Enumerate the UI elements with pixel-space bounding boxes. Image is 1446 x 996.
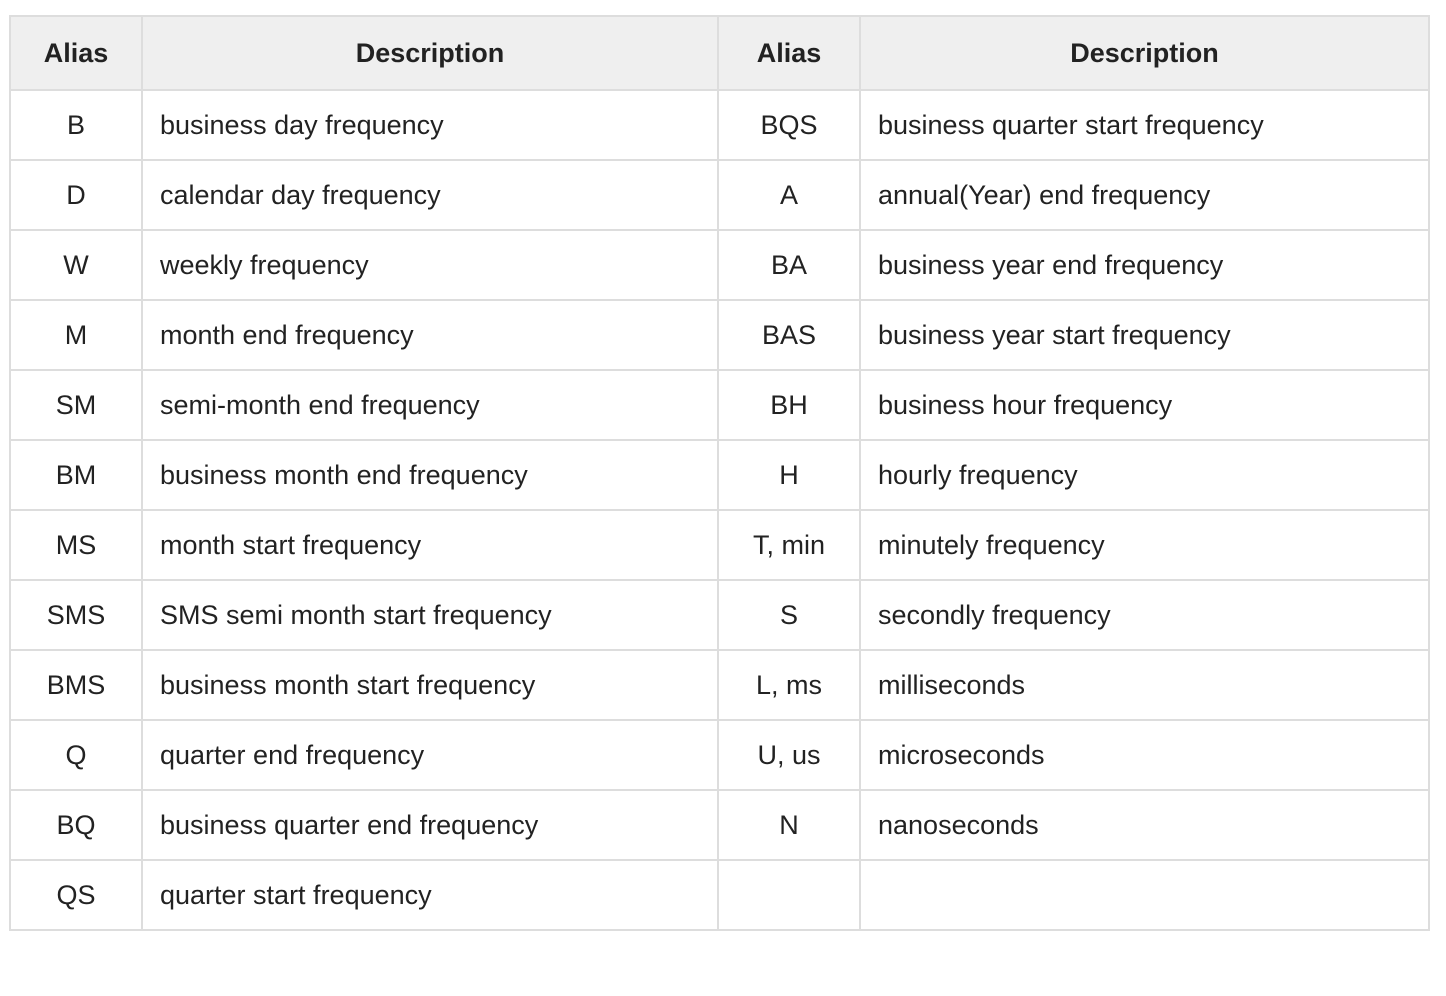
table-row (10, 580, 1429, 650)
table-row (10, 790, 1429, 860)
description-cell-right: minutely frequency (860, 510, 1429, 580)
description-cell-left: SMS semi month start frequency (142, 580, 718, 650)
alias-cell-right: L, ms (718, 650, 860, 720)
frequency-alias-table (9, 15, 1430, 931)
description-cell-left: month end frequency (142, 300, 718, 370)
description-cell-right: nanoseconds (860, 790, 1429, 860)
description-cell-right (860, 860, 1429, 930)
description-cell-left: month start frequency (142, 510, 718, 580)
alias-cell-right: BAS (718, 300, 860, 370)
description-cell-right: business year end frequency (860, 230, 1429, 300)
description-cell-left: semi-month end frequency (142, 370, 718, 440)
description-cell-left: calendar day frequency (142, 160, 718, 230)
description-cell-right: business year start frequency (860, 300, 1429, 370)
alias-cell-left: BQ (10, 790, 142, 860)
header-alias-left: Alias (10, 16, 142, 90)
alias-cell-left: Q (10, 720, 142, 790)
table-row (10, 160, 1429, 230)
table-row (10, 510, 1429, 580)
alias-cell-right: N (718, 790, 860, 860)
header-description-left: Description (142, 16, 718, 90)
alias-cell-right (718, 860, 860, 930)
header-description-right: Description (860, 16, 1429, 90)
table-row (10, 440, 1429, 510)
description-cell-right: hourly frequency (860, 440, 1429, 510)
description-cell-right: annual(Year) end frequency (860, 160, 1429, 230)
table-row (10, 90, 1429, 160)
table-row (10, 720, 1429, 790)
alias-cell-left: B (10, 90, 142, 160)
alias-cell-left: BMS (10, 650, 142, 720)
alias-cell-right: BH (718, 370, 860, 440)
description-cell-right: business hour frequency (860, 370, 1429, 440)
alias-cell-left: MS (10, 510, 142, 580)
alias-cell-right: S (718, 580, 860, 650)
table-row (10, 860, 1429, 930)
description-cell-left: business day frequency (142, 90, 718, 160)
table-body (10, 90, 1429, 930)
table-row (10, 650, 1429, 720)
alias-cell-right: BA (718, 230, 860, 300)
alias-cell-left: BM (10, 440, 142, 510)
alias-cell-right: BQS (718, 90, 860, 160)
description-cell-left: quarter start frequency (142, 860, 718, 930)
alias-cell-left: M (10, 300, 142, 370)
description-cell-right: secondly frequency (860, 580, 1429, 650)
alias-cell-left: QS (10, 860, 142, 930)
description-cell-left: weekly frequency (142, 230, 718, 300)
alias-cell-left: D (10, 160, 142, 230)
description-cell-left: quarter end frequency (142, 720, 718, 790)
description-cell-left: business quarter end frequency (142, 790, 718, 860)
header-alias-right: Alias (718, 16, 860, 90)
alias-cell-right: H (718, 440, 860, 510)
table-row (10, 230, 1429, 300)
description-cell-right: milliseconds (860, 650, 1429, 720)
alias-cell-right: U, us (718, 720, 860, 790)
description-cell-right: business quarter start frequency (860, 90, 1429, 160)
description-cell-left: business month start frequency (142, 650, 718, 720)
alias-cell-left: SM (10, 370, 142, 440)
alias-cell-right: A (718, 160, 860, 230)
description-cell-right: microseconds (860, 720, 1429, 790)
header-row (10, 16, 1429, 90)
alias-cell-left: W (10, 230, 142, 300)
alias-cell-left: SMS (10, 580, 142, 650)
table-row (10, 300, 1429, 370)
alias-cell-right: T, min (718, 510, 860, 580)
description-cell-left: business month end frequency (142, 440, 718, 510)
table-row (10, 370, 1429, 440)
table-header (10, 16, 1429, 90)
